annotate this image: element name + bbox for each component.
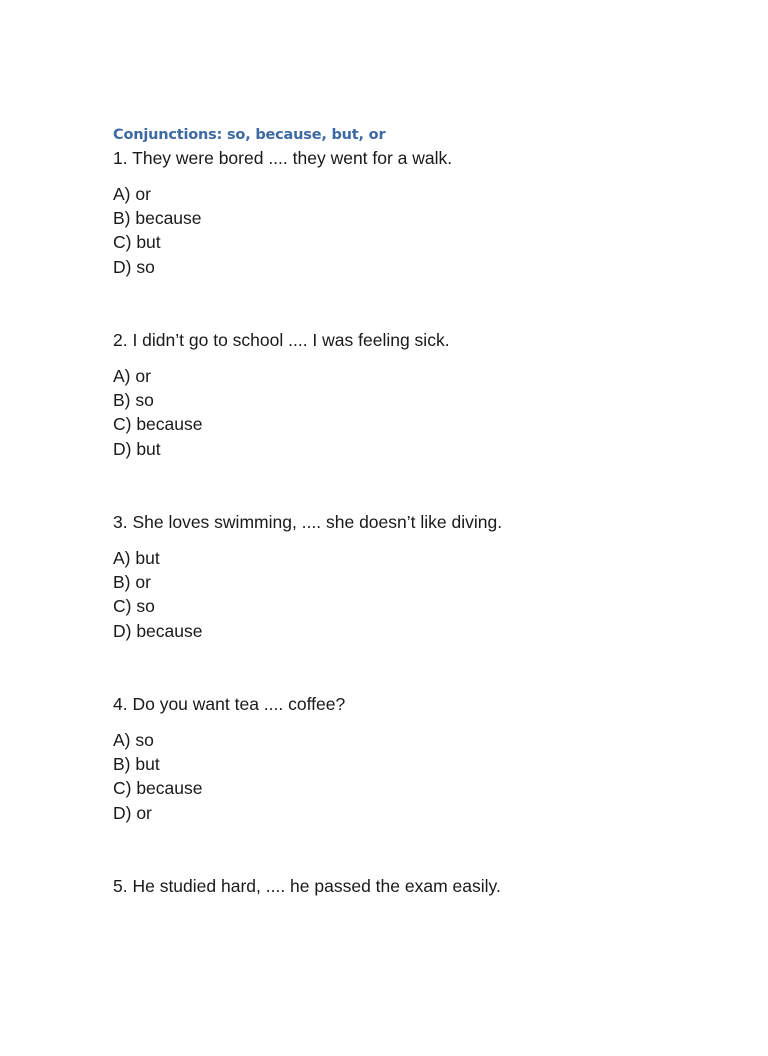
- option-b: B) because: [113, 208, 202, 229]
- option-b: B) but: [113, 754, 160, 775]
- question-2: [113, 328, 713, 510]
- question-text: 4. Do you want tea .... coffee?: [113, 694, 346, 714]
- answer-options: [113, 182, 713, 279]
- question-text: 5. He studied hard, .... he passed the exam easily.: [113, 876, 501, 896]
- question-3: [113, 510, 713, 692]
- option-d: D) so: [113, 256, 155, 277]
- option-c: C) because: [113, 778, 203, 799]
- option-b: B) or: [113, 572, 151, 593]
- option-c: C) but: [113, 232, 161, 253]
- option-a: A) or: [113, 366, 151, 386]
- option-a: A) so: [113, 730, 154, 750]
- question-5: [113, 874, 713, 1056]
- option-d: D) because: [113, 620, 203, 641]
- option-d: D) but: [113, 438, 161, 459]
- option-c: C) because: [113, 414, 203, 435]
- question-text: 1. They were bored .... they went for a walk.: [113, 148, 453, 168]
- option-d: D) or: [113, 802, 152, 823]
- option-c: C) so: [113, 596, 155, 617]
- question-text: 3. She loves swimming, .... she doesn’t like diving.: [113, 512, 503, 532]
- option-a: A) but: [113, 548, 160, 568]
- question-4: [113, 692, 713, 874]
- option-a: A) or: [113, 184, 151, 204]
- worksheet-title: Conjunctions: so, because, but, or: [113, 127, 386, 143]
- answer-options: [113, 546, 713, 643]
- answer-options: [113, 364, 713, 461]
- answer-options: [113, 728, 713, 825]
- question-text: 2. I didn’t go to school .... I was feeling sick.: [113, 330, 450, 350]
- option-b: B) so: [113, 390, 154, 411]
- worksheet: [113, 124, 713, 1056]
- question-1: [113, 146, 713, 328]
